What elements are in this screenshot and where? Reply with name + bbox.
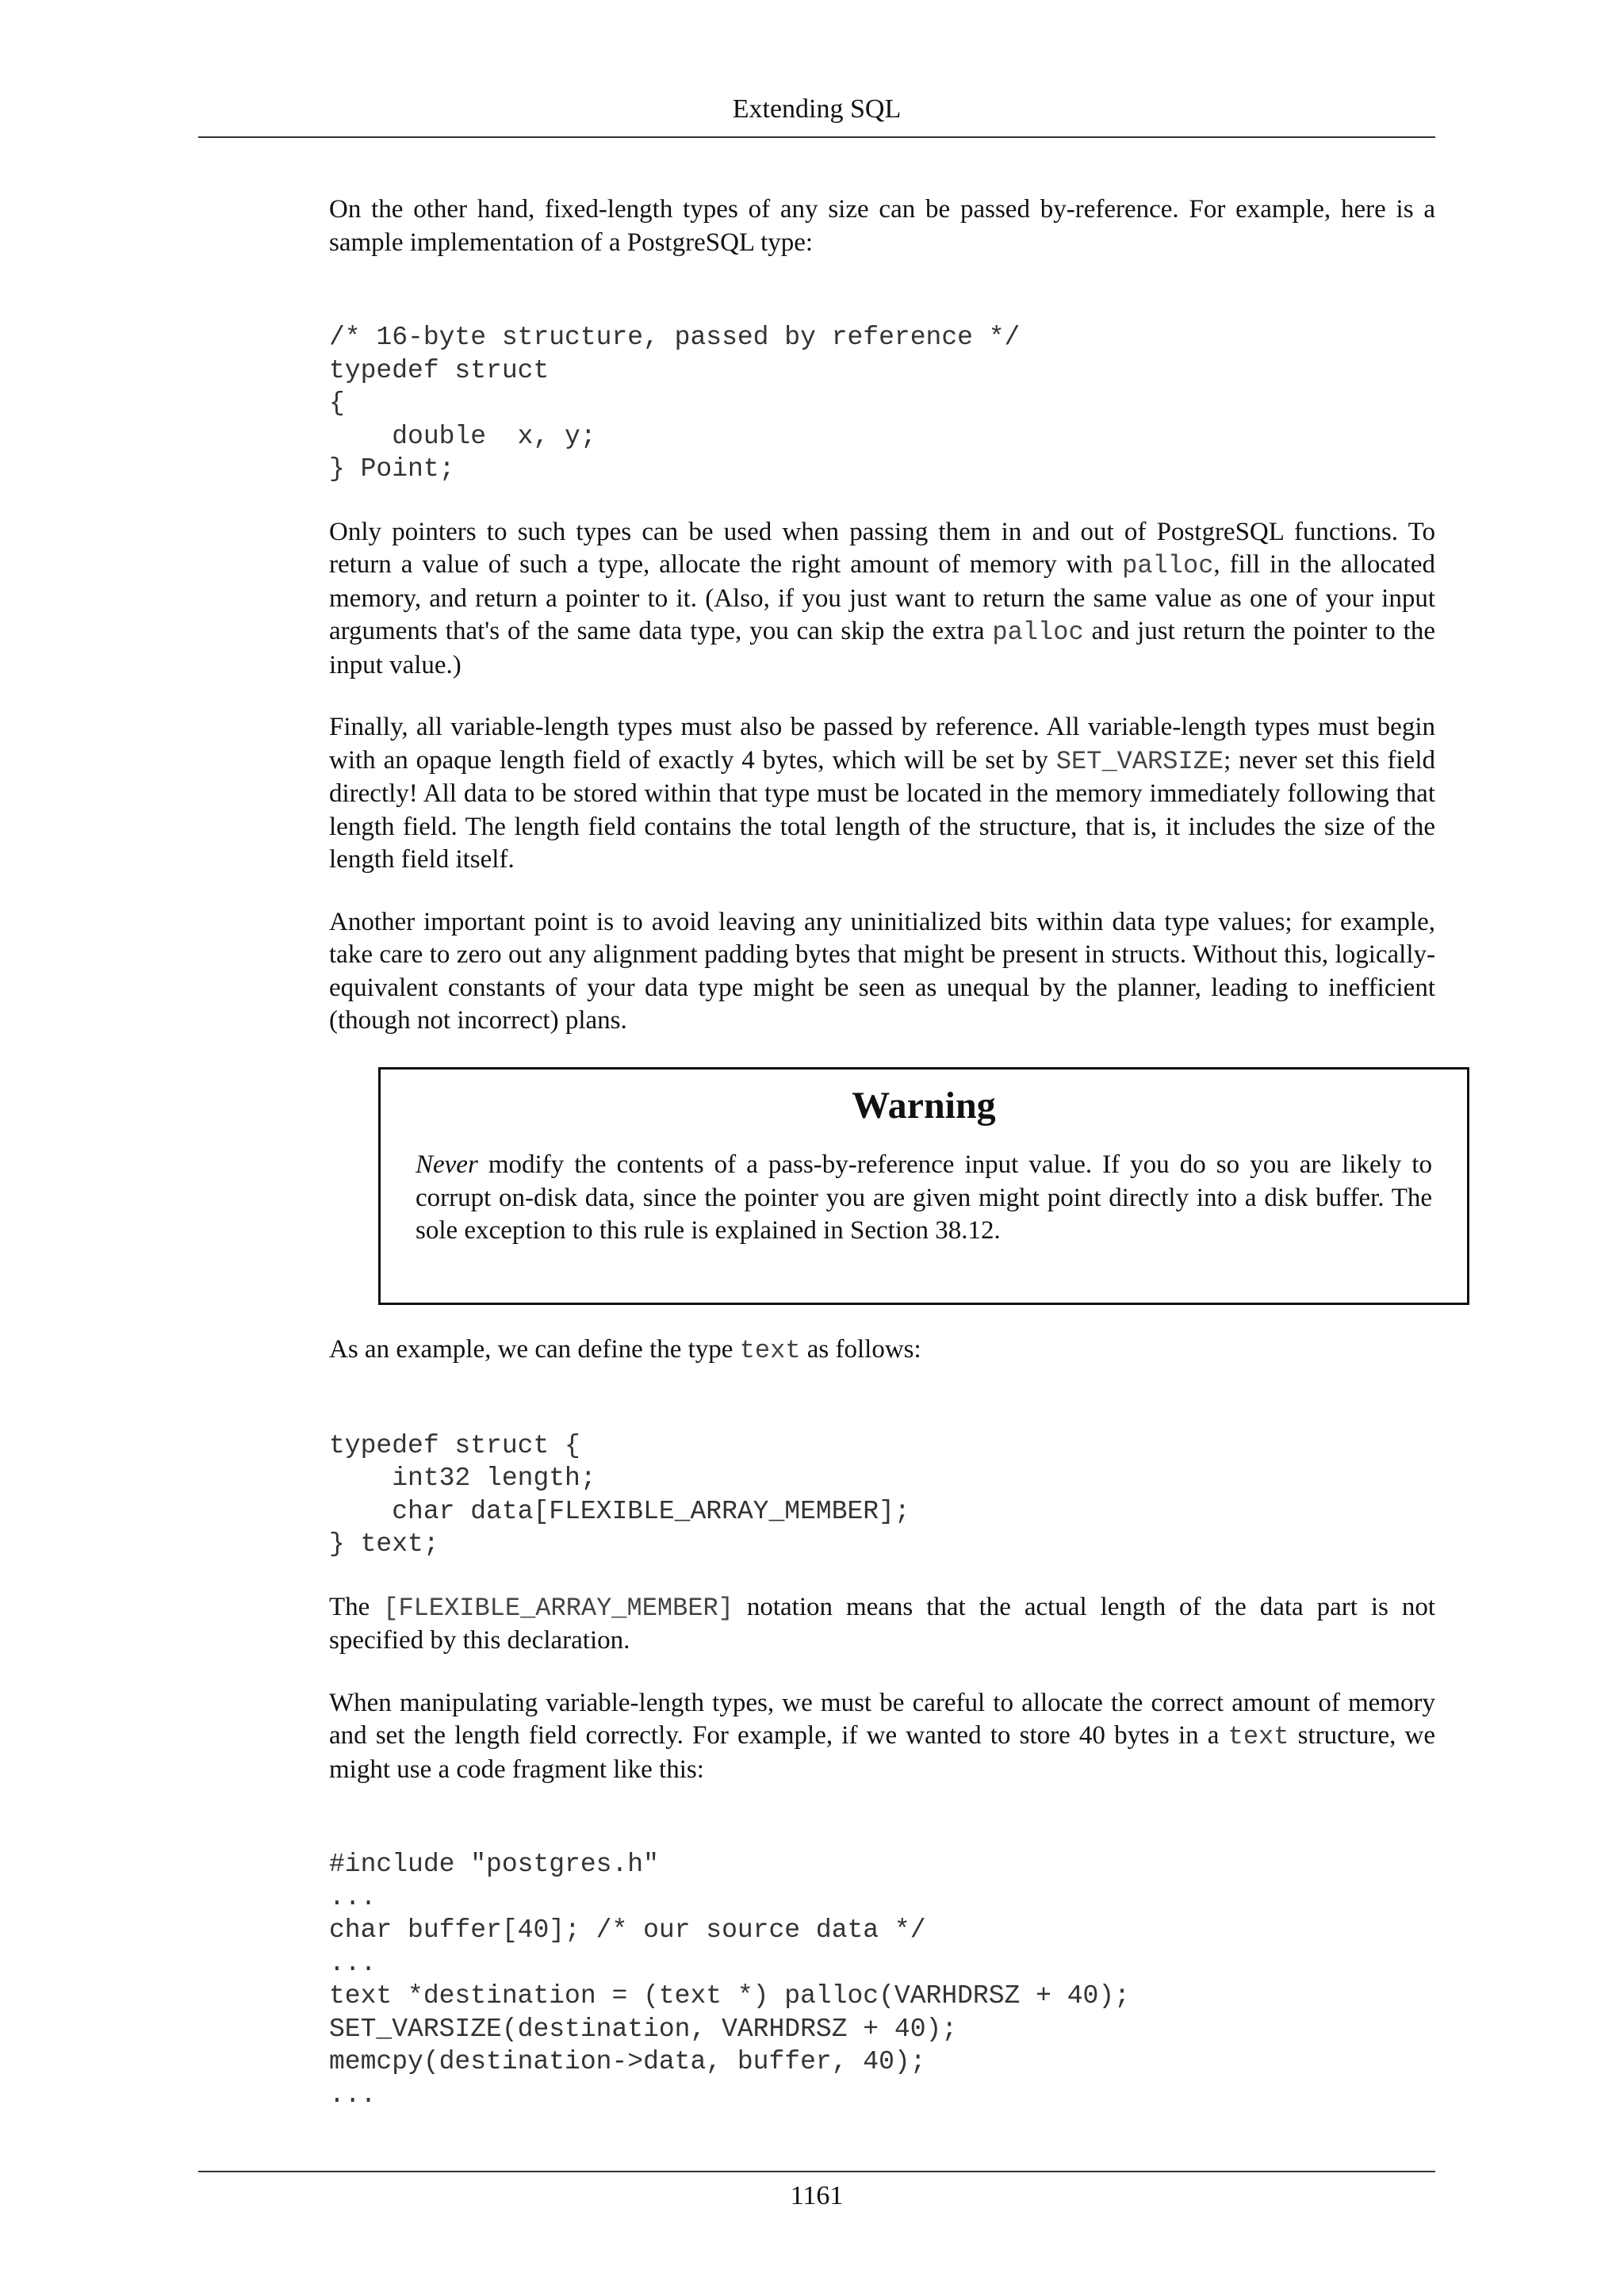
warning-emphasis: Never: [416, 1150, 478, 1179]
paragraph-pointers: [329, 516, 1435, 683]
inline-code: [FLEXIBLE_ARRAY_MEMBER]: [383, 1593, 733, 1623]
paragraph-text: and just return the pointer to the input value.): [329, 617, 1435, 679]
paragraph-uninitialized-bits: Another important point is to avoid leaving any uninitialized bits within data type values; for example, take care to zero out any alignment padding bytes that might be present in structs. Without this, logically-equivalent constants of your data type might be seen as unequal by the planner, leading to inefficient (though not incorrect) plans.: [329, 907, 1435, 1035]
paragraph-text: , fill in the allocated memory, and return a pointer to it. (Also, if you just want to return the same value as one of your input arguments that's of the same data type, you can skip the extra: [329, 550, 1435, 645]
code-block-palloc-example: #include "postgres.h" ... char buffer[40]; /* our source data */ ... text *destination = (text *) palloc(VARHDRSZ + 40); SET_VARSIZE(destination, VARHDRSZ + 40); memcpy(destination->data, buffer, 40); ...: [329, 1850, 1130, 2110]
footer-rule: [198, 2171, 1435, 2172]
paragraph-variable-length: [329, 711, 1435, 877]
running-header: Extending SQL: [732, 94, 902, 124]
header-rule: [198, 136, 1435, 138]
code-block-point: /* 16-byte structure, passed by reference */ typedef struct { double x, y; } Point;: [329, 323, 1021, 484]
page-number: 1161: [790, 2181, 844, 2210]
warning-text: [416, 1149, 1432, 1248]
paragraph-flexible-array: [329, 1591, 1435, 1658]
paragraph-text: ; never set this field directly! All data to be stored within that type must be located in the memory immediately following that length field. The length field contains the total length of the structure, that is, it includes the size of the length field itself.: [329, 745, 1435, 874]
paragraph-text: Finally, all variable-length types must also be passed by reference. All variable-length types must begin with an opaque length field of exactly 4 bytes, which will be set by: [329, 713, 1435, 775]
warning-box: [378, 1067, 1469, 1305]
paragraph-text-example: [329, 1334, 1435, 1368]
inline-code: palloc: [992, 618, 1084, 647]
inline-code: text: [739, 1336, 801, 1365]
paragraph-text: When manipulating variable-length types, we must be careful to allocate the correct amount of memory and set the length field correctly. For example, if we wanted to store 40 bytes in a: [329, 1688, 1435, 1750]
page-content-lower: [329, 1334, 1435, 2111]
paragraph-text: Only pointers to such types can be used when passing them in and out of PostgreSQL functions. To return a value of such a type, allocate the right amount of memory with: [329, 517, 1435, 579]
paragraph-text: as follows:: [800, 1335, 921, 1364]
inline-code: text: [1228, 1722, 1289, 1751]
paragraph-text: notation means that the actual length of the data part is not specified by this declaration.: [329, 1592, 1435, 1655]
paragraph-text: As an example, we can define the type: [329, 1335, 740, 1364]
paragraph-text: structure, we might use a code fragment like this:: [329, 1721, 1435, 1784]
inline-code: SET_VARSIZE: [1055, 746, 1224, 776]
inline-code: palloc: [1122, 551, 1214, 580]
page-content: [329, 193, 1435, 1038]
code-block-text-struct: typedef struct { int32 length; char data[FLEXIBLE_ARRAY_MEMBER]; } text;: [329, 1430, 910, 1559]
paragraph-fixed-length: On the other hand, fixed-length types of any size can be passed by-reference. For example, here is a sample implementation of a PostgreSQL type:: [329, 195, 1435, 257]
warning-body: modify the contents of a pass-by-reference input value. If you do so you are likely to corrupt on-disk data, since the pointer you are given might point directly into a disk buffer. The sole exception to this rule is explained in Section 38.12.: [416, 1150, 1432, 1245]
warning-title: Warning: [852, 1085, 996, 1127]
paragraph-manipulating: [329, 1687, 1435, 1787]
paragraph-text: The: [329, 1592, 384, 1621]
